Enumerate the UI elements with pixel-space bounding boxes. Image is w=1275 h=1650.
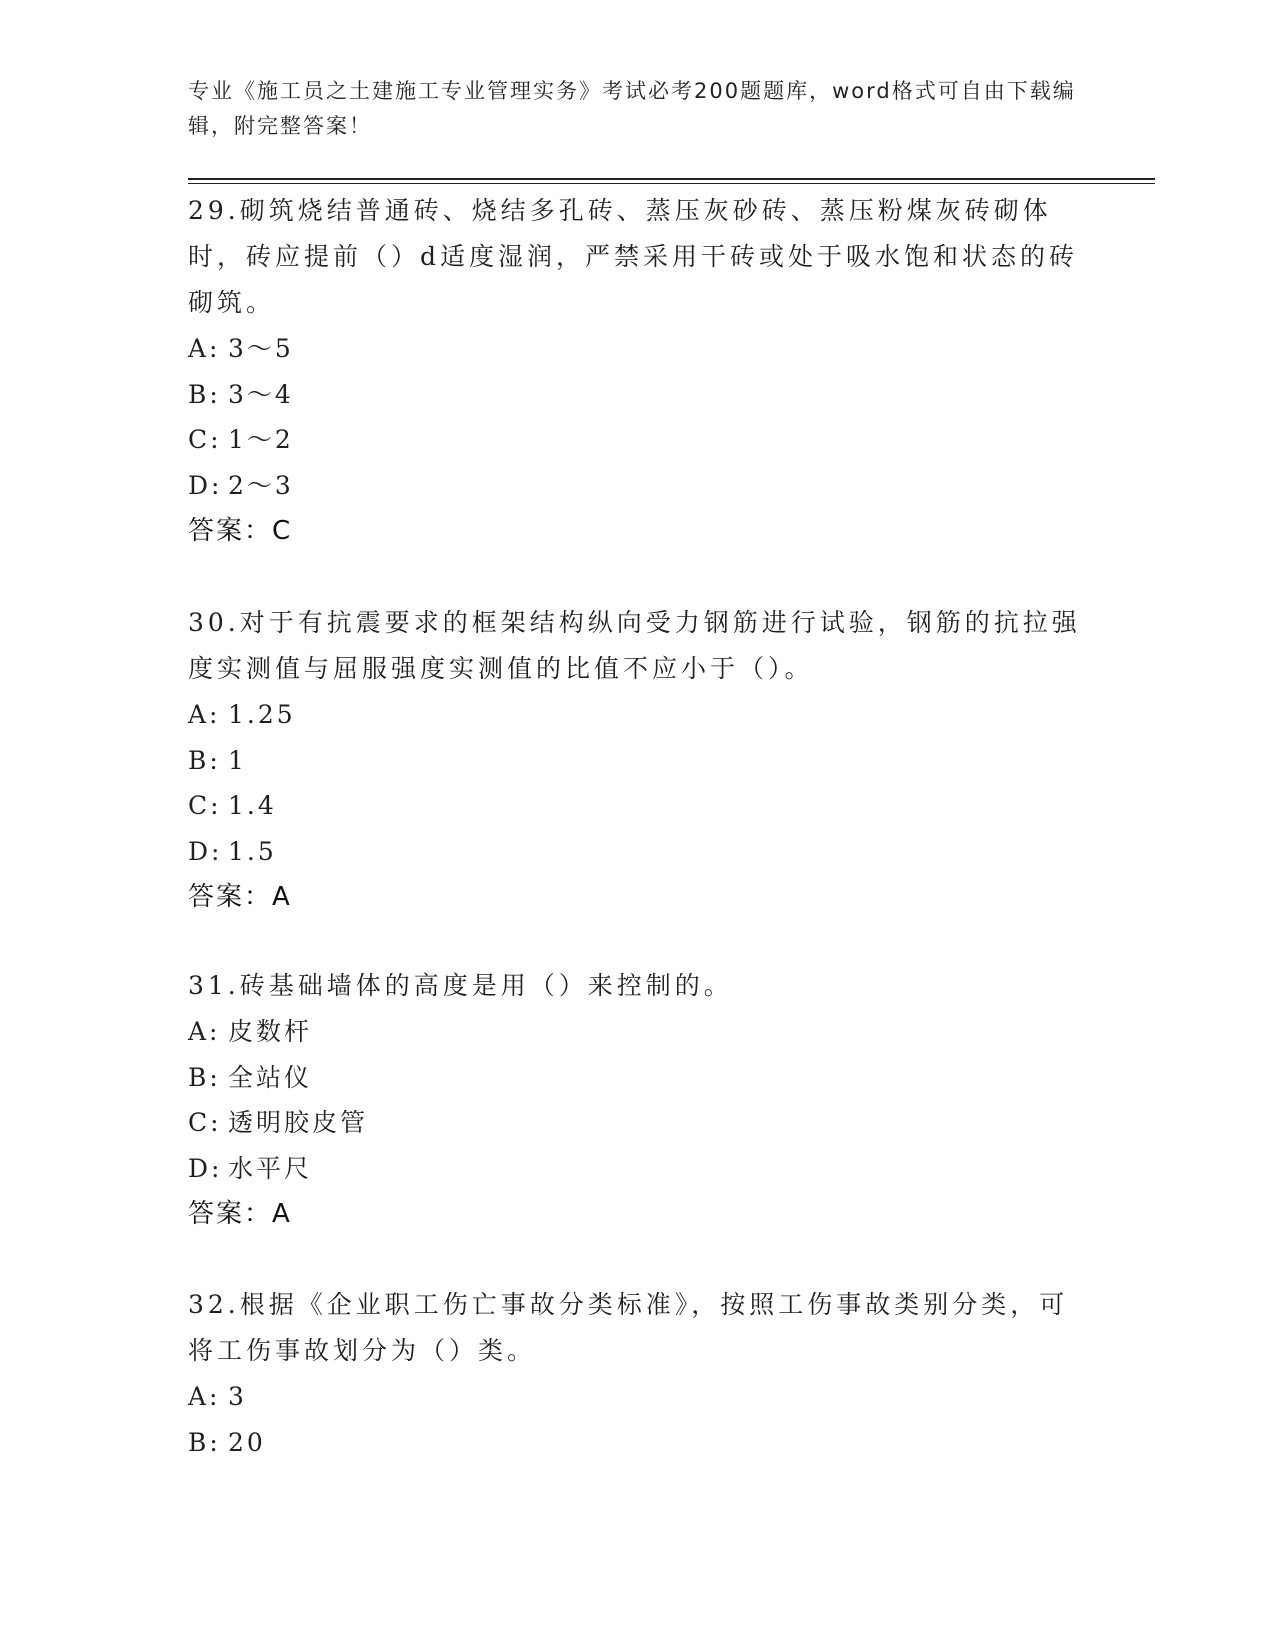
option-b <box>188 372 1088 418</box>
option-letter: A: <box>188 1382 221 1411</box>
option-letter: B: <box>188 1062 221 1092</box>
option-a <box>188 692 1088 738</box>
option-d <box>188 463 1088 509</box>
option-b <box>188 1420 1088 1466</box>
option-letter: D: <box>188 470 223 500</box>
document-header: 专业《施工员之土建施工专业管理实务》考试必考200题题库，word格式可自由下载编辑，附完整答案！ <box>188 79 1076 138</box>
option-value: 3 <box>228 1382 247 1411</box>
option-value: 20 <box>228 1427 266 1457</box>
option-letter: B: <box>188 745 221 775</box>
option-letter: B: <box>188 379 221 409</box>
question-29 <box>188 188 1088 554</box>
answer-line: 答案：C <box>188 516 293 546</box>
answer-line: 答案：A <box>188 1199 292 1229</box>
question-text: 29.砌筑烧结普通砖、烧结多孔砖、蒸压灰砂砖、蒸压粉煤灰砖砌体时，砖应提前（）d适度湿润，严禁采用干砖或处于吸水饱和状态的砖砌筑。 <box>188 196 1079 317</box>
header-divider-thin <box>188 183 1155 184</box>
option-letter: D: <box>188 836 223 866</box>
option-value: 1.25 <box>228 700 296 729</box>
option-d <box>188 829 1088 875</box>
option-value: 3～4 <box>228 379 294 409</box>
question-text: 31.砖基础墙体的高度是用（）来控制的。 <box>188 971 733 1000</box>
option-value: 1 <box>228 745 247 775</box>
question-32 <box>188 1282 1088 1465</box>
option-letter: C: <box>188 1108 222 1137</box>
option-c <box>188 417 1088 463</box>
option-value: 1.5 <box>228 836 277 866</box>
option-letter: A: <box>188 700 221 729</box>
option-c <box>188 1100 1088 1146</box>
option-value: 2～3 <box>228 470 294 500</box>
option-a <box>188 1374 1088 1420</box>
option-letter: A: <box>188 1017 221 1046</box>
option-value: 3～5 <box>228 334 294 363</box>
option-value: 1.4 <box>228 791 277 820</box>
option-value: 水平尺 <box>228 1153 313 1183</box>
answer-line: 答案：A <box>188 882 292 912</box>
option-letter: A: <box>188 334 221 363</box>
question-31 <box>188 963 1088 1237</box>
question-30 <box>188 600 1088 920</box>
option-c <box>188 783 1088 829</box>
option-a <box>188 1009 1088 1055</box>
option-value: 1～2 <box>228 425 294 454</box>
option-value: 透明胶皮管 <box>228 1108 369 1137</box>
option-a <box>188 326 1088 372</box>
question-text: 32.根据《企业职工伤亡事故分类标准》，按照工伤事故类别分类，可将工伤事故划分为（）类。 <box>188 1290 1069 1365</box>
question-text: 30.对于有抗震要求的框架结构纵向受力钢筋进行试验，钢筋的抗拉强度实测值与屈服强度实测值的比值不应小于（）。 <box>188 608 1081 683</box>
header-divider-thick <box>188 178 1155 180</box>
option-value: 全站仪 <box>228 1062 313 1092</box>
option-d <box>188 1146 1088 1192</box>
option-b <box>188 738 1088 784</box>
option-value: 皮数杆 <box>228 1017 313 1046</box>
option-letter: D: <box>188 1153 223 1183</box>
option-b <box>188 1055 1088 1101</box>
option-letter: C: <box>188 425 222 454</box>
option-letter: C: <box>188 791 222 820</box>
option-letter: B: <box>188 1427 221 1457</box>
